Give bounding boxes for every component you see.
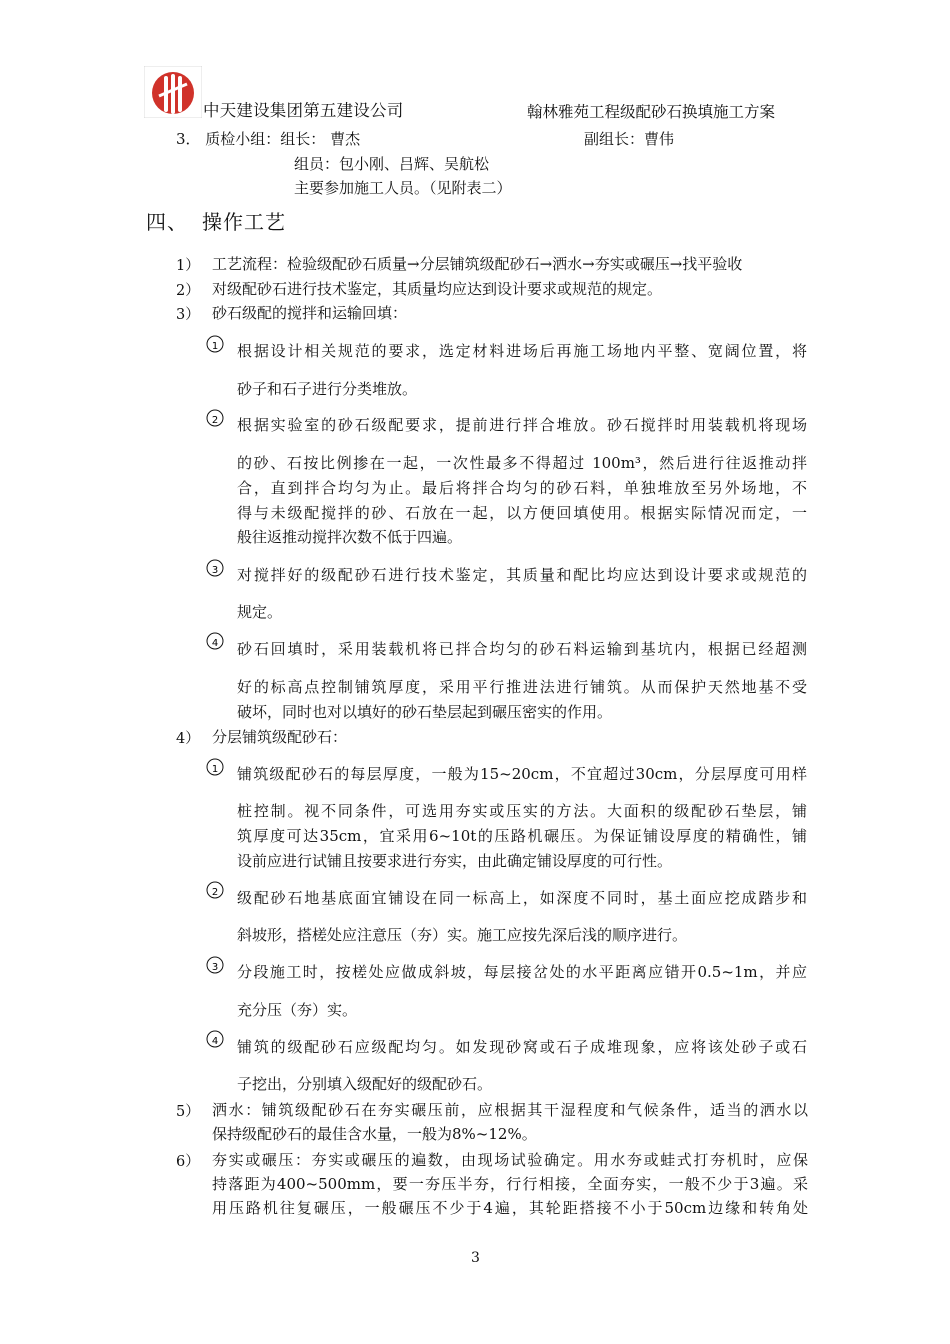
qc-deputy: 副组长：曹伟 <box>584 130 675 148</box>
paragraph-line: 铺筑的级配砂石应级配均匀。如发现砂窝或石子成堆现象，应将该处砂子或石 <box>237 1038 807 1056</box>
company-name: 中天建设集团第五建设公司 <box>203 101 404 120</box>
qc-workers: 主要参加施工人员。（见附表二） <box>294 179 512 197</box>
paragraph-line: 根据实验室的砂石级配要求，提前进行拌合堆放。砂石搅拌时用装载机将现场 <box>237 416 807 434</box>
qc-members: 组员：包小刚、吕辉、吴航松 <box>294 155 490 173</box>
project-title: 翰林雅苑工程级配砂石换填施工方案 <box>527 103 776 121</box>
circle-number-4-icon <box>205 1030 225 1052</box>
circle-number-1-icon <box>205 758 225 780</box>
svg-text:2: 2 <box>211 415 219 426</box>
svg-text:4: 4 <box>211 1036 219 1047</box>
paragraph-line: 合，直到拌合均匀为止。最后将拌合均匀的砂石料，单独堆放至另外场地，不 <box>237 479 807 497</box>
svg-text:2: 2 <box>211 887 219 898</box>
paragraph-line: 筑厚度可达35cm，宜采用6~10t的压路机碾压。为保证铺设厚度的精确性，铺 <box>237 827 807 845</box>
paragraph-line: 对搅拌好的级配砂石进行技术鉴定，其质量和配比均应达到设计要求或规范的 <box>237 566 807 584</box>
paragraph-line: 般往返推动搅拌次数不低于四遍。 <box>237 528 463 546</box>
paragraph-line: 好的标高点控制铺筑厚度，采用平行推进法进行铺筑。从而保护天然地基不受 <box>237 678 807 696</box>
paragraph-line: 保持级配砂石的最佳含水量，一般为8%~12%。 <box>212 1125 537 1143</box>
svg-text:1: 1 <box>211 764 219 775</box>
item-number: 5） <box>176 1104 200 1120</box>
paragraph-line: 洒水：铺筑级配砂石在夯实碾压前，应根据其干湿程度和气候条件，适当的洒水以 <box>212 1101 808 1119</box>
paragraph-line: 桩控制。视不同条件，可选用夯实或压实的方法。大面积的级配砂石垫层，铺 <box>237 802 807 820</box>
circle-number-4-icon <box>205 632 225 654</box>
qc-leader: 3． 质检小组：组长： 曹杰 <box>176 130 361 148</box>
paragraph-line: 持落距为400~500mm，要一夯压半夯，行行相接，全面夯实，一般不少于3遍。采 <box>212 1175 808 1193</box>
circle-number-3-icon <box>205 956 225 978</box>
circle-number-1-icon <box>205 335 225 357</box>
paragraph-line: 级配砂石地基底面宜铺设在同一标高上，如深度不同时，基土面应挖成踏步和 <box>237 889 807 907</box>
svg-text:3: 3 <box>211 565 219 576</box>
item-number: 6） <box>176 1154 200 1170</box>
item-text: 工艺流程：检验级配砂石质量→分层铺筑级配砂石→洒水→夯实或碾压→找平验收 <box>212 255 743 273</box>
page-number: 3 <box>471 1250 480 1266</box>
svg-text:4: 4 <box>211 638 219 649</box>
paragraph-line: 斜坡形，搭槎处应注意压（夯）实。施工应按先深后浅的顺序进行。 <box>237 926 688 944</box>
paragraph-line: 夯实或碾压：夯实或碾压的遍数，由现场试验确定。用水夯或蛙式打夯机时，应保 <box>212 1151 808 1169</box>
company-logo <box>144 66 202 118</box>
paragraph-line: 砂子和石子进行分类堆放。 <box>237 380 418 398</box>
paragraph-line: 得与未级配搅拌的砂、石放在一起，以方便回填使用。根据实际情况而定，一 <box>237 504 807 522</box>
circle-number-2-icon <box>205 881 225 903</box>
section-number: 四、 <box>146 210 188 234</box>
paragraph-line: 设前应进行试铺且按要求进行夯实，由此确定铺设厚度的可行性。 <box>237 852 673 870</box>
paragraph-line: 破坏，同时也对以填好的砂石垫层起到碾压密实的作用。 <box>237 703 613 721</box>
paragraph-line: 用压路机往复碾压，一般碾压不少于4遍，其轮距搭接不小于50cm边缘和转角处 <box>212 1199 808 1217</box>
paragraph-line: 规定。 <box>237 603 283 621</box>
svg-text:1: 1 <box>211 341 219 352</box>
item-text: 对级配砂石进行技术鉴定，其质量均应达到设计要求或规范的规定。 <box>212 280 663 298</box>
item-number: 3） <box>176 307 200 323</box>
item-number: 4） <box>176 731 200 747</box>
paragraph-line: 根据设计相关规范的要求，选定材料进场后再施工场地内平整、宽阔位置，将 <box>237 342 807 360</box>
svg-text:3: 3 <box>211 962 219 973</box>
section-title: 操作工艺 <box>202 210 286 234</box>
item-number: 1） <box>176 258 200 274</box>
circle-number-3-icon <box>205 559 225 581</box>
paragraph-line: 的砂、石按比例掺在一起，一次性最多不得超过 100m³，然后进行往返推动拌 <box>237 454 807 472</box>
paragraph-line: 分段施工时，按槎处应做成斜坡，每层接岔处的水平距离应错开0.5~1m，并应 <box>237 963 807 981</box>
item-text: 分层铺筑级配砂石： <box>212 728 348 746</box>
section-heading <box>146 206 286 235</box>
paragraph-line: 充分压（夯）实。 <box>237 1001 358 1019</box>
paragraph-line: 子挖出，分别填入级配好的级配砂石。 <box>237 1075 493 1093</box>
item-text: 砂石级配的搅拌和运输回填： <box>212 304 408 322</box>
item-number: 2） <box>176 283 200 299</box>
paragraph-line: 砂石回填时，采用装载机将已拌合均匀的砂石料运输到基坑内，根据已经超测 <box>237 640 807 658</box>
paragraph-line: 铺筑级配砂石的每层厚度，一般为15~20cm，不宜超过30cm，分层厚度可用样 <box>237 765 807 783</box>
circle-number-2-icon <box>205 409 225 431</box>
